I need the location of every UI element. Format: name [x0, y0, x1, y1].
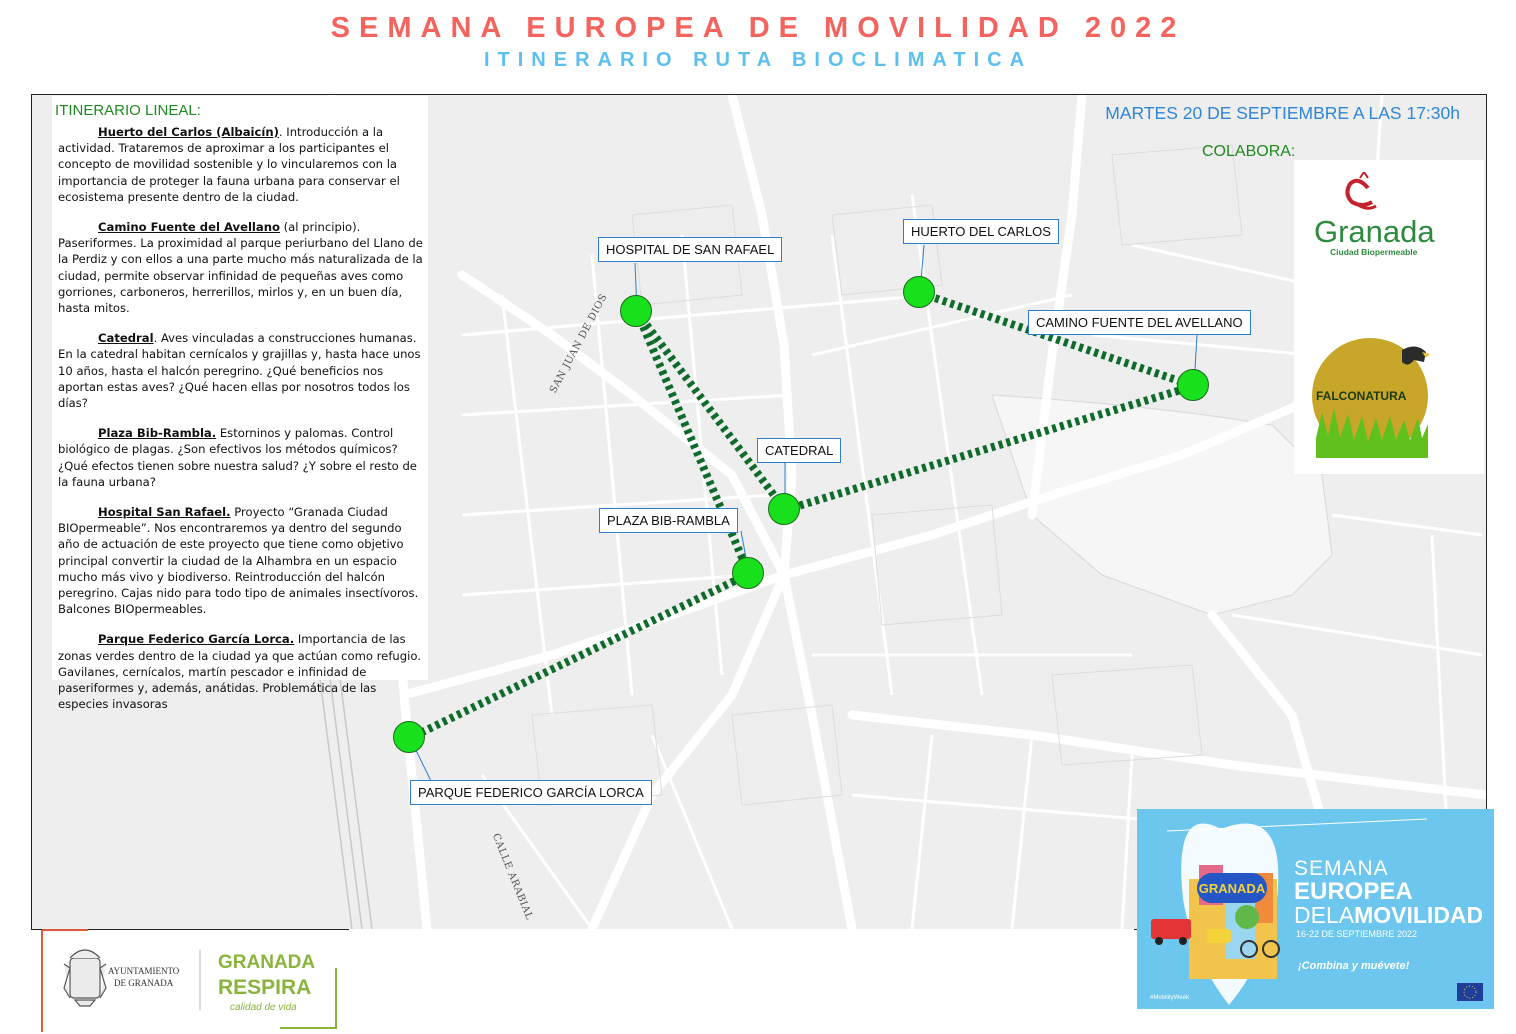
stop-marker-catedral[interactable] [768, 493, 800, 525]
stop-label-bibrambla[interactable]: PLAZA BIB-RAMBLA [599, 508, 738, 533]
stop-marker-lorca[interactable] [393, 721, 425, 753]
poster-line2: EUROPEA [1294, 878, 1413, 905]
poster-line3 [1294, 902, 1483, 929]
itinerary-entry [58, 219, 426, 316]
entry-text: . Introducción a la actividad. Trataremos de aproximar a los participantes el concepto de movilidad sostenible y lo vincularemos con la importancia de proteger la fauna urbana para conservar el ecosistema presente dentro de la ciudad. [58, 125, 400, 204]
poster-hashtag: #MobilityWeek [1150, 995, 1189, 1001]
stop-label-avellano[interactable]: CAMINO FUENTE DEL AVELLANO [1028, 310, 1251, 335]
stop-label-catedral[interactable]: CATEDRAL [757, 438, 841, 463]
colabora-label: COLABORA: [1202, 143, 1296, 160]
granada-respira-line1: GRANADA [218, 952, 316, 973]
page-subtitle: ITINERARIO RUTA BIOCLIMATICA [483, 49, 1033, 71]
entry-text: Estorninos y palomas. Control biológico de plagas. ¿Son efectivos los métodos químicos? ¿Qué efectos tienen sobre nuestra salud? ¿Y sobre el resto de la fauna urbana? [58, 426, 417, 489]
stop-marker-avellano[interactable] [1177, 369, 1209, 401]
poster-badge [1197, 873, 1267, 903]
granada-logo-tagline: Ciudad Biopermeable [1330, 247, 1418, 257]
stop-marker-bibrambla[interactable] [732, 557, 764, 589]
route-segment-huerto-avellano [920, 293, 1194, 386]
entry-text: (al principio). Paseriformes. La proximidad al parque periurbano del Llano de la Perdiz y con ellos a una parte mucho más naturalizada de la ciudad, permite observar infinidad de pequeñas aves como gorriones, carboneros, herrerillos, mirlos y, en un buen día, hasta mitos. [58, 220, 423, 316]
falconatura-logo-name: FALCONATURA [1316, 389, 1407, 403]
poster-slogan: ¡Combina y muévete! [1298, 960, 1410, 972]
poster-line3-b: MOVILIDAD [1354, 902, 1484, 928]
entry-name: Hospital San Rafael. [98, 505, 231, 520]
ayuntamiento-line1: AYUNTAMIENTO [108, 966, 180, 976]
street-label-arabial: CALLE ARABIAL [489, 832, 535, 922]
street-label-san-juan: SAN JUAN DE DIOS [548, 292, 610, 396]
stop-label-lorca[interactable]: PARQUE FEDERICO GARCÍA LORCA [410, 780, 652, 805]
granada-respira-tagline: calidad de vida [230, 1002, 297, 1013]
footer-blank [349, 929, 1134, 1034]
entry-name: Parque Federico García Lorca. [98, 632, 295, 647]
itinerary-entry [58, 330, 426, 411]
poster-line3-a: DELA [1294, 902, 1355, 928]
stop-label-hospital[interactable]: HOSPITAL DE SAN RAFAEL [598, 237, 782, 262]
granada-logo [1306, 172, 1456, 262]
entry-name: Huerto del Carlos (Albaicín) [98, 125, 279, 139]
itinerary-entry [58, 124, 426, 205]
itinerary-text [58, 124, 426, 727]
granada-respira-line2: RESPIRA [218, 976, 312, 999]
entry-name: Plaza Bib-Rambla. [98, 426, 217, 441]
falconatura-logo [1310, 328, 1440, 466]
route-segment-avellano-catedral [785, 386, 1194, 510]
event-date: MARTES 20 DE SEPTIEMBRE A LAS 17:30h [1105, 103, 1460, 123]
entry-text: . Aves vinculadas a construcciones humanas. En la catedral habitan cernícalos y grajillas y, hasta hace unos 10 años, hasta el halcón peregrino. ¿Qué beneficios nos aportan estas aves? ¿Qué hacen ellas por nosotros todos los días? [58, 331, 421, 411]
poster-dates: 16-22 DE SEPTIEMBRE 2022 [1296, 929, 1418, 939]
entry-name: Camino Fuente del Avellano [98, 220, 280, 235]
stop-label-huerto[interactable]: HUERTO DEL CARLOS [903, 219, 1059, 244]
poster-badge-text: GRANADA [1198, 881, 1266, 896]
route-segment-bibrambla-lorca [410, 574, 749, 738]
granada-logo-name: Granada [1314, 214, 1435, 249]
route-segment-hospital-catedral [637, 312, 785, 510]
entry-name: Catedral [98, 331, 154, 346]
ayuntamiento-logo [40, 928, 340, 1034]
itinerary-heading: ITINERARIO LINEAL: [55, 102, 201, 119]
itinerary-entry [58, 425, 426, 490]
stop-marker-huerto[interactable] [903, 276, 935, 308]
page-title: SEMANA EUROPEA DE MOVILIDAD 2022 [330, 12, 1186, 44]
stop-marker-hospital[interactable] [620, 295, 652, 327]
ayuntamiento-line2: DE GRANADA [114, 978, 174, 988]
itinerary-entry [58, 631, 426, 712]
itinerary-entry [58, 504, 426, 617]
poster-line1: SEMANA [1294, 857, 1389, 880]
entry-text: Proyecto “Granada Ciudad BIOpermeable”. Nos encontraremos ya dentro del segundo año de actuación de este proyecto que tiene como objetivo principal convertir la ciudad de la Alhambra en un espacio mucho más vivo y biodiverso. Reintroducción del halcón peregrino. Cajas nido para todo tipo de animales insectívoros. Balcones BIOpermeables. [58, 505, 419, 617]
entry-text: Importancia de las zonas verdes dentro de la ciudad ya que actúan como refugio. Gavilanes, cernícalos, martín pescador e infinidad de paseriformes y, además, anátidas. Problemática de las especies invasoras [58, 632, 421, 712]
